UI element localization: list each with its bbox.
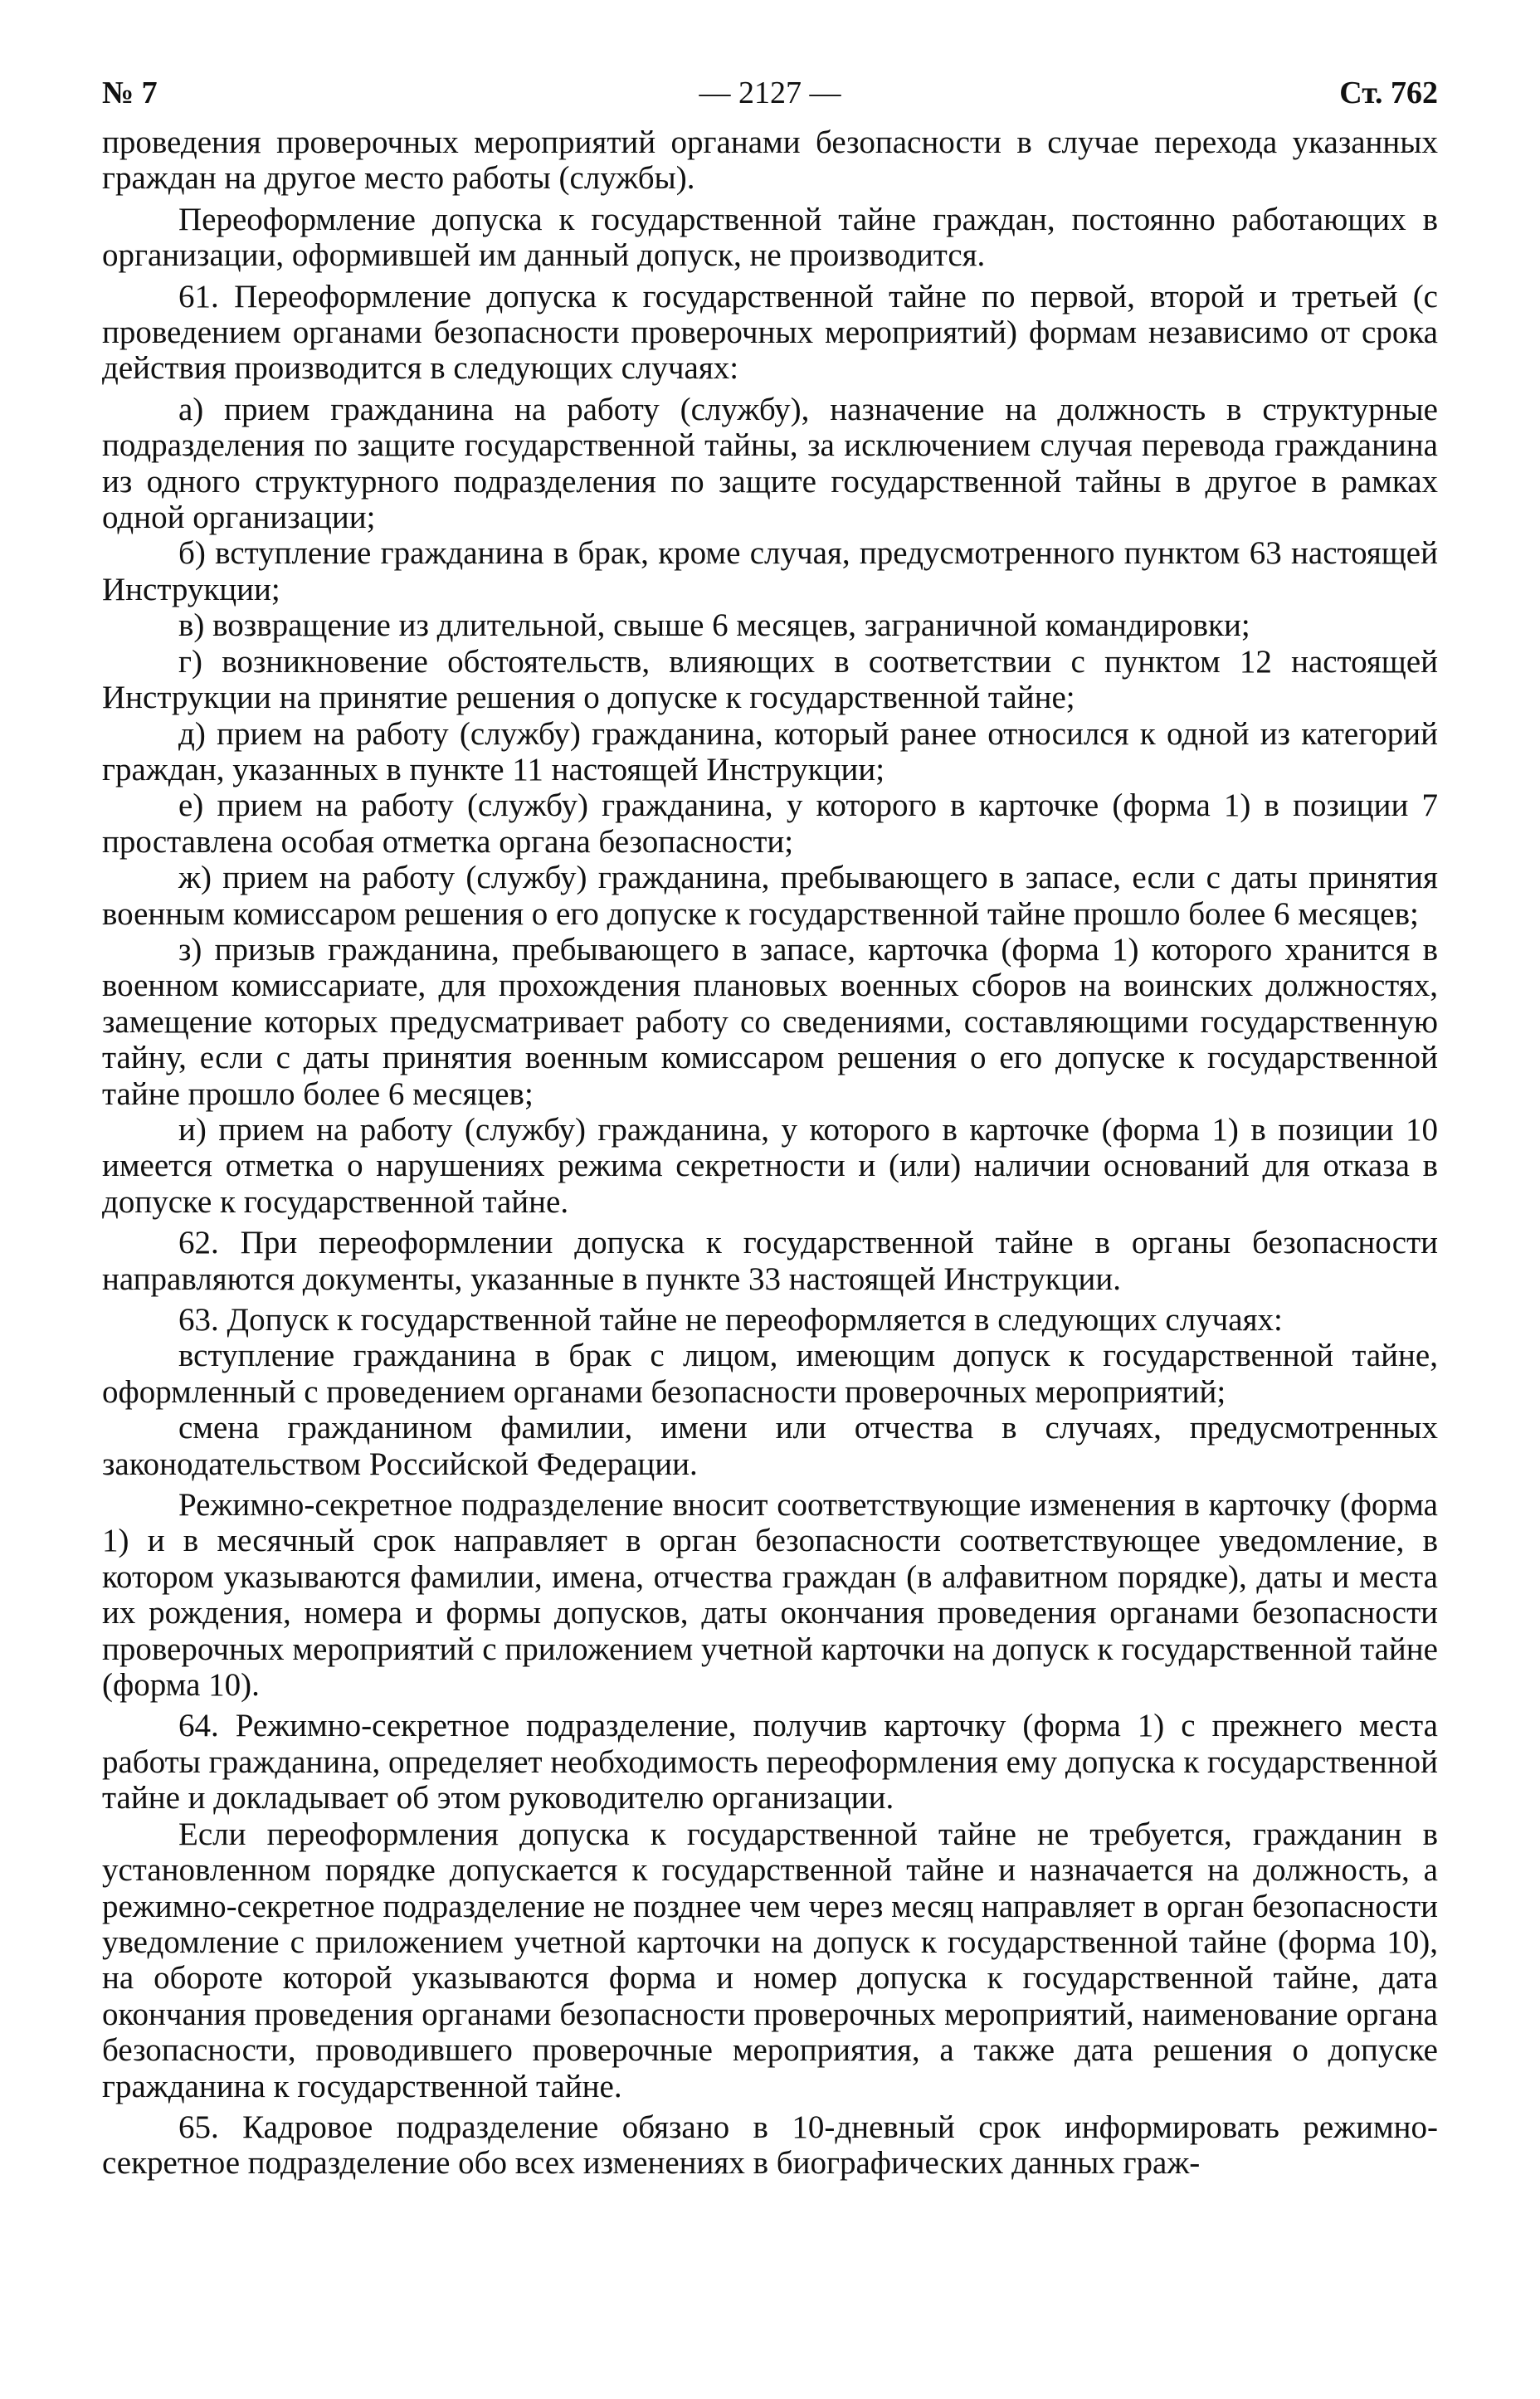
paragraph-item-61: 61. Переоформление допуска к государственной тайне по первой, второй и третьей (с проведением органами безопасности проверочных мероприятий) формам независимо от срока действия производится в следующих случаях:	[102, 278, 1438, 387]
paragraph-item-64: 64. Режимно-секретное подразделение, получив карточку (форма 1) с прежнего места работы гражданина, определяет необходимость переоформления ему допуска к государственной тайне и докладывает об этом руководителю организации.	[102, 1708, 1438, 1816]
list-item: ж) прием на работу (службу) гражданина, пребывающего в запасе, если с даты принятия военным комиссаром решения о его допуске к государственной тайне прошло более 6 месяцев;	[102, 860, 1438, 932]
paragraph-item-63: 63. Допуск к государственной тайне не переоформляется в следующих случаях:	[178, 1302, 1283, 1338]
list-item: а) прием гражданина на работу (службу), назначение на должность в структурные подразделения по защите государственной тайны, за исключением случая перевода гражданина из одного структурного подразделения по защите государственной тайны в другое в рамках одной организации;	[102, 391, 1438, 536]
page-header	[102, 75, 1438, 124]
paragraph: проведения проверочных мероприятий органами безопасности в случае перехода указанных граждан на другое место работы (службы).	[102, 124, 1438, 197]
paragraph: Режимно-секретное подразделение вносит соответствующие изменения в карточку (форма 1) и в месячный срок направляет в орган безопасности соответствующее уведомление, в котором указываются фамилии, имена, отчества граждан (в алфавитном порядке), даты и места их рождения, номера и формы допусков, даты окончания проведения органами безопасности проверочных мероприятий с приложением учетной карточки на допуск к государственной тайне (форма 10).	[102, 1487, 1438, 1704]
document-page	[102, 75, 1438, 2187]
paragraph-item-65: 65. Кадровое подразделение обязано в 10-дневный срок информировать режимно-секретное подразделение обо всех изменениях в биографических данных граж-	[102, 2109, 1438, 2182]
list-item: е) прием на работу (службу) гражданина, у которого в карточке (форма 1) в позиции 7 проставлена особая отметка органа безопасности;	[102, 787, 1438, 860]
page-number: — 2127 —	[699, 76, 841, 110]
list-item: смена гражданином фамилии, имени или отчества в случаях, предусмотренных законодательством Российской Федерации.	[102, 1410, 1438, 1482]
list-item: в) возвращение из длительной, свыше 6 месяцев, заграничной командировки;	[178, 607, 1250, 644]
list-item: г) возникновение обстоятельств, влияющих в соответствии с пунктом 12 настоящей Инструкции на принятие решения о допуске к государственной тайне;	[102, 643, 1438, 716]
list-item: з) призыв гражданина, пребывающего в запасе, карточка (форма 1) которого хранится в военном комиссариате, для прохождения плановых военных сборов на воинских должностях, замещение которых предусматривает работу со сведениями, составляющими государственную тайну, если с даты принятия военным комиссаром решения о его допуске к государственной тайне прошло более 6 месяцев;	[102, 931, 1438, 1112]
paragraph-item-62: 62. При переоформлении допуска к государственной тайне в органы безопасности направляются документы, указанные в пункте 33 настоящей Инструкции.	[102, 1225, 1438, 1297]
paragraph: Если переоформления допуска к государственной тайне не требуется, гражданин в установленном порядке допускается к государственной тайне и назначается на должность, а режимно-секретное подразделение не позднее чем через месяц направляет в орган безопасности уведомление с приложением учетной карточки на допуск к государственной тайне (форма 10), на обороте которой указываются форма и номер допуска к государственной тайне, дата окончания проведения органами безопасности проверочных мероприятий, наименование органа безопасности, проводившего проверочные мероприятия, а также дата решения о допуске гражданина к государственной тайне.	[102, 1816, 1438, 2104]
list-item: вступление гражданина в брак с лицом, имеющим допуск к государственной тайне, оформленный с проведением органами безопасности проверочных мероприятий;	[102, 1338, 1438, 1410]
list-item: и) прием на работу (службу) гражданина, у которого в карточке (форма 1) в позиции 10 имеется отметка о нарушениях режима секретности и (или) наличии оснований для отказа в допуске к государственной тайне.	[102, 1111, 1438, 1220]
issue-number: № 7	[102, 76, 158, 110]
list-item: д) прием на работу (службу) гражданина, который ранее относился к одной из категорий граждан, указанных в пункте 11 настоящей Инструкции;	[102, 715, 1438, 787]
list-item: б) вступление гражданина в брак, кроме случая, предусмотренного пунктом 63 настоящей Инструкции;	[102, 535, 1438, 607]
document-body	[102, 124, 1438, 2182]
paragraph: Переоформление допуска к государственной тайне граждан, постоянно работающих в организации, оформившей им данный допуск, не производится.	[102, 201, 1438, 274]
article-number: Ст. 762	[1339, 76, 1438, 110]
